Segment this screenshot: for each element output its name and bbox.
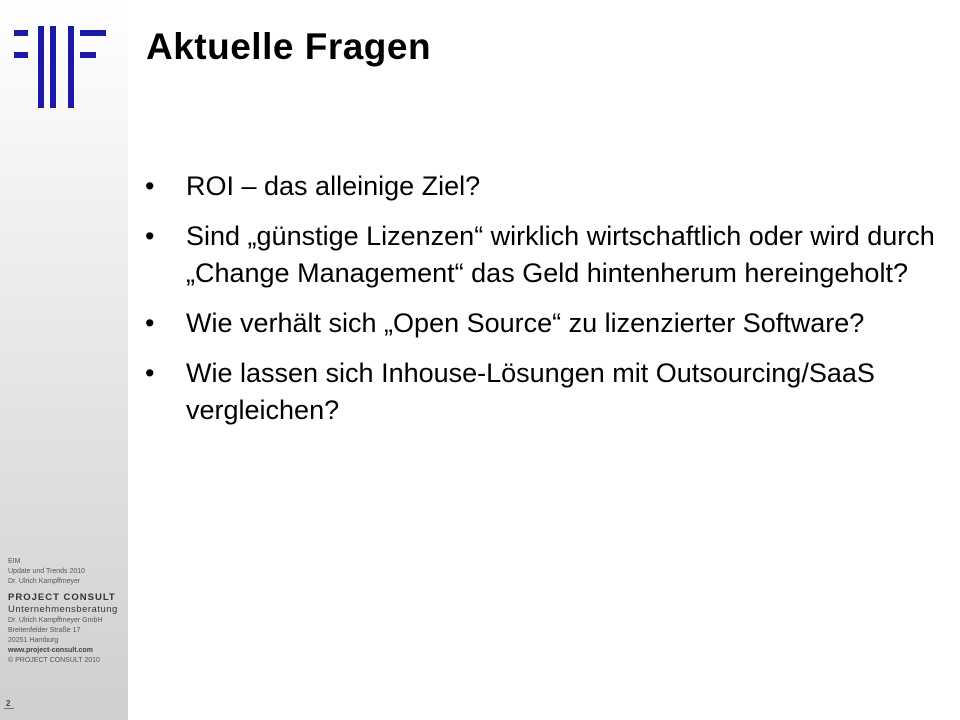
footer-street: Breitenfelder Straße 17 [8, 627, 81, 634]
bullet-text: Sind „günstige Lizenzen“ wirklich wirtschaftlich oder wird durch „Change Management“ das Geld hintenherum hereingeholt? [186, 221, 935, 288]
bullet-item [145, 305, 935, 342]
bullet-list [145, 168, 935, 442]
footer-event: EIM [8, 558, 21, 565]
bullet-dot-icon: • [145, 171, 155, 201]
bullet-item [145, 218, 935, 292]
bullet-text: Wie lassen sich Inhouse-Lösungen mit Outsourcing/SaaS vergleichen? [186, 358, 875, 425]
bullet-dot-icon: • [145, 221, 155, 251]
page-number: 2 [6, 699, 11, 708]
project-consult-logo-icon [14, 26, 110, 108]
footer-brand-sub: Unternehmensberatung [8, 604, 118, 615]
footer-subtitle: Update und Trends 2010 [8, 568, 86, 575]
bullet-dot-icon: • [145, 308, 155, 338]
bullet-text: Wie verhält sich „Open Source“ zu lizenzierter Software? [186, 308, 865, 338]
footer-brand: PROJECT CONSULT [8, 592, 116, 603]
page-number-rule [4, 708, 14, 709]
footer-copyright: © PROJECT CONSULT 2010 [8, 657, 100, 664]
footer-website-link[interactable]: www.project-consult.com [8, 647, 93, 654]
footer-city: 20251 Hamburg [8, 637, 59, 644]
bullet-dot-icon: • [145, 358, 155, 388]
bullet-item [145, 355, 935, 429]
footer-author: Dr. Ulrich Kampffmeyer [8, 578, 81, 585]
bullet-item [145, 168, 935, 205]
sidebar [0, 0, 128, 720]
bullet-text: ROI – das alleinige Ziel? [186, 171, 481, 201]
slide-title: Aktuelle Fragen [146, 26, 432, 67]
footer-info [8, 557, 130, 666]
footer-company: Dr. Ulrich Kampffmeyer GmbH [8, 617, 103, 624]
